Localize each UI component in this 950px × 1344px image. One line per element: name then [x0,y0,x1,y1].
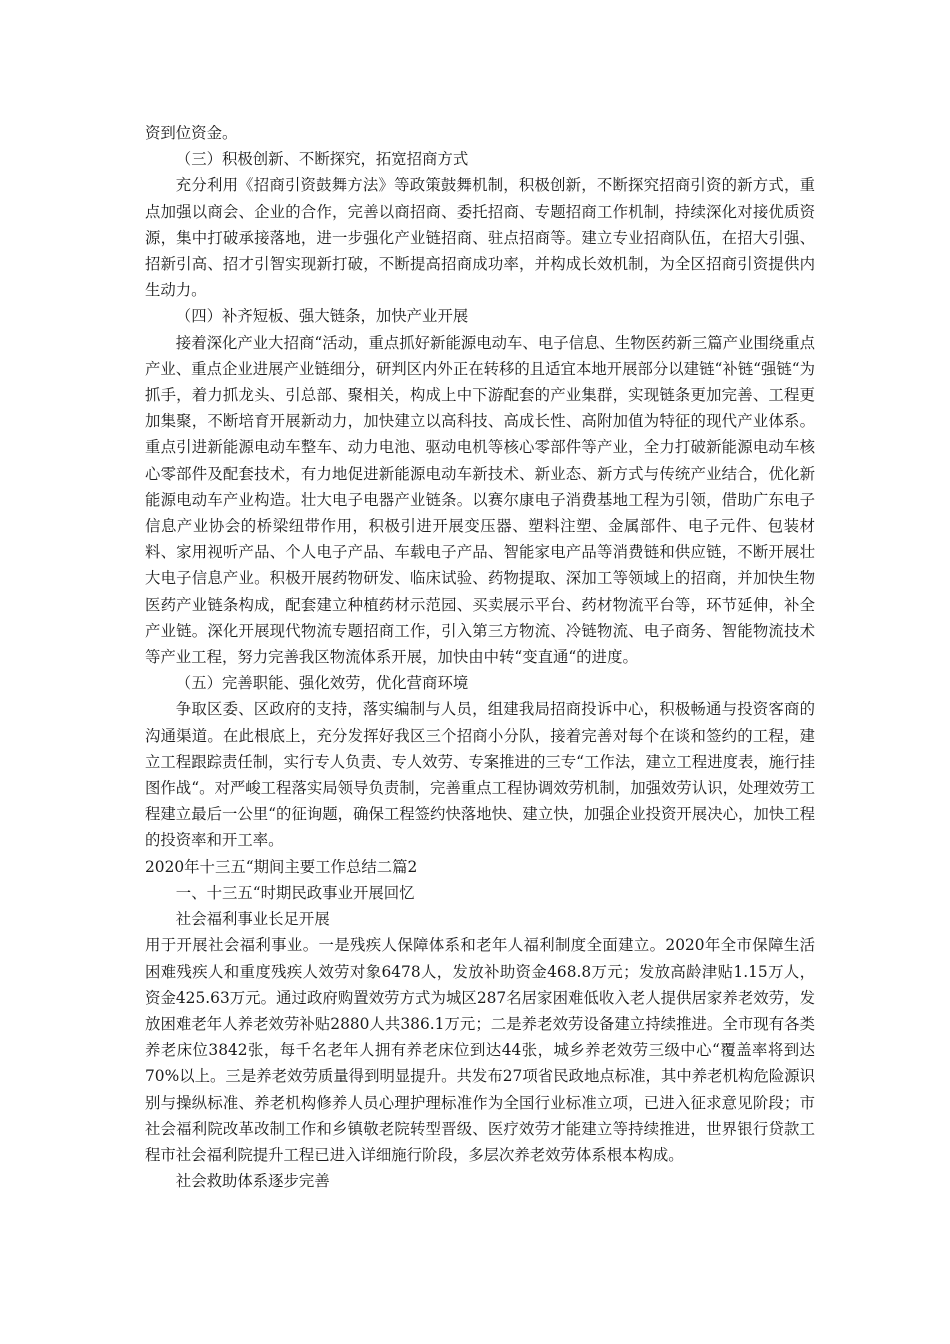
paragraph: 资到位资金。 [145,124,238,142]
document-title: 2020年十三五“期间主要工作总结二篇2 [145,857,418,876]
section-heading: 一、十三五“时期民政事业开展回忆 [175,883,415,902]
section-heading: （三）积极创新、不断探究，拓宽招商方式 [175,150,469,169]
paragraph: 接着深化产业大招商“活动，重点抓好新能源电动车、电子信息、生物医药新三篇产业围绕重点产业、重点企业进展产业链细分，研判区内外正在转移的且适宜本地开展部分以建链“补链“强链“为抓手，着力抓龙头、引总部、聚相关，构成上中下游配套的产业集群，实现链条更加完善、工程更加集聚，不断培育开展新动力，加快建立以高科技、高成长性、高附加值为特征的现代产业体系。重点引进新能源电动车整车、动力电池、驱动电机等核心零部件等产业，全力打破新能源电动车核心零部件及配套技术，有力地促进新能源电动车新技术、新业态、新方式与传统产业结合，优化新能源电动车产业构造。壮大电子电器产业链条。以赛尔康电子消费基地工程为引领，借助广东电子信息产业协会的桥梁纽带作用，积极引进开展变压器、塑料注塑、金属部件、电子元件、包装材料、家用视听产品、个人电子产品、车载电子产品、智能家电产品等消费链和供应链，不断开展壮大电子信息产业。积极开展药物研发、临床试验、药物提取、深加工等领域上的招商，并加快生物医药产业链条构成，配套建立种植药材示范园、买卖展示平台、药材物流平台等，环节延伸，补全产业链。深化开展现代物流专题招商工作，引入第三方物流、冷链物流、电子商务、智能物流技术等产业工程，努力完善我区物流体系开展，加快由中转“变直通“的进度。 [145,333,816,667]
document-page [145,120,815,1194]
subsection-heading: 社会福利事业长足开展 [175,910,330,929]
paragraph: 用于开展社会福利事业。一是残疾人保障体系和老年人福利制度全面建立。2020年全市保障生活困难残疾人和重度残疾人效劳对象6478人，发放补助资金468.8万元；发放高龄津贴1.15万人，资金425.63万元。通过政府购置效劳方式为城区287名居家困难低收入老人提供居家养老效劳，发放困难老年人养老效劳补贴2880人共386.1万元；二是养老效劳设备建立持续推进。全市现有各类养老床位3842张，每千名老年人拥有养老床位到达44张，城乡养老效劳三级中心“覆盖率将到达70%以上。三是养老效劳质量得到明显提升。共发布27项省民政地点标准，其中养老机构危险源识别与操纵标准、养老机构修养人员心理护理标准作为全国行业标准立项，已进入征求意见阶段；市社会福利院改革改制工作和乡镇敬老院转型晋级、医疗效劳才能建立等持续推进，世界银行贷款工程市社会福利院提升工程已进入详细施行阶段，多层次养老效劳体系根本构成。 [145,936,815,1164]
paragraph: 争取区委、区政府的支持，落实编制与人员，组建我局招商投诉中心，积极畅通与投资客商的沟通渠道。在此根底上，充分发挥好我区三个招商小分队，接着完善对每个在谈和签约的工程，建立工程跟踪责任制，实行专人负责、专人效劳、专案推进的三专“工作法，建立工程进度表，施行挂图作战“。对严峻工程落实局领导负责制，完善重点工程协调效劳机制，加强效劳认识，处理效劳工程建立最后一公里“的征询题，确保工程签约快落地快、建立快，加强企业投资开展决心，加快工程的投资率和开工率。 [145,700,815,850]
paragraph: 充分利用《招商引资鼓舞方法》等政策鼓舞机制，积极创新，不断探究招商引资的新方式，重点加强以商会、企业的合作，完善以商招商、委托招商、专题招商工作机制，持续深化对接优质资源，集中打破承接落地，进一步强化产业链招商、驻点招商等。建立专业招商队伍，在招大引强、招新引高、招才引智实现新打破，不断提高招商成功率，并构成长效机制，为全区招商引资提供内生动力。 [145,176,815,300]
section-heading: （四）补齐短板、强大链条，加快产业开展 [175,307,469,326]
subsection-heading: 社会救助体系逐步完善 [175,1172,330,1191]
section-heading: （五）完善职能、强化效劳，优化营商环境 [175,674,469,693]
